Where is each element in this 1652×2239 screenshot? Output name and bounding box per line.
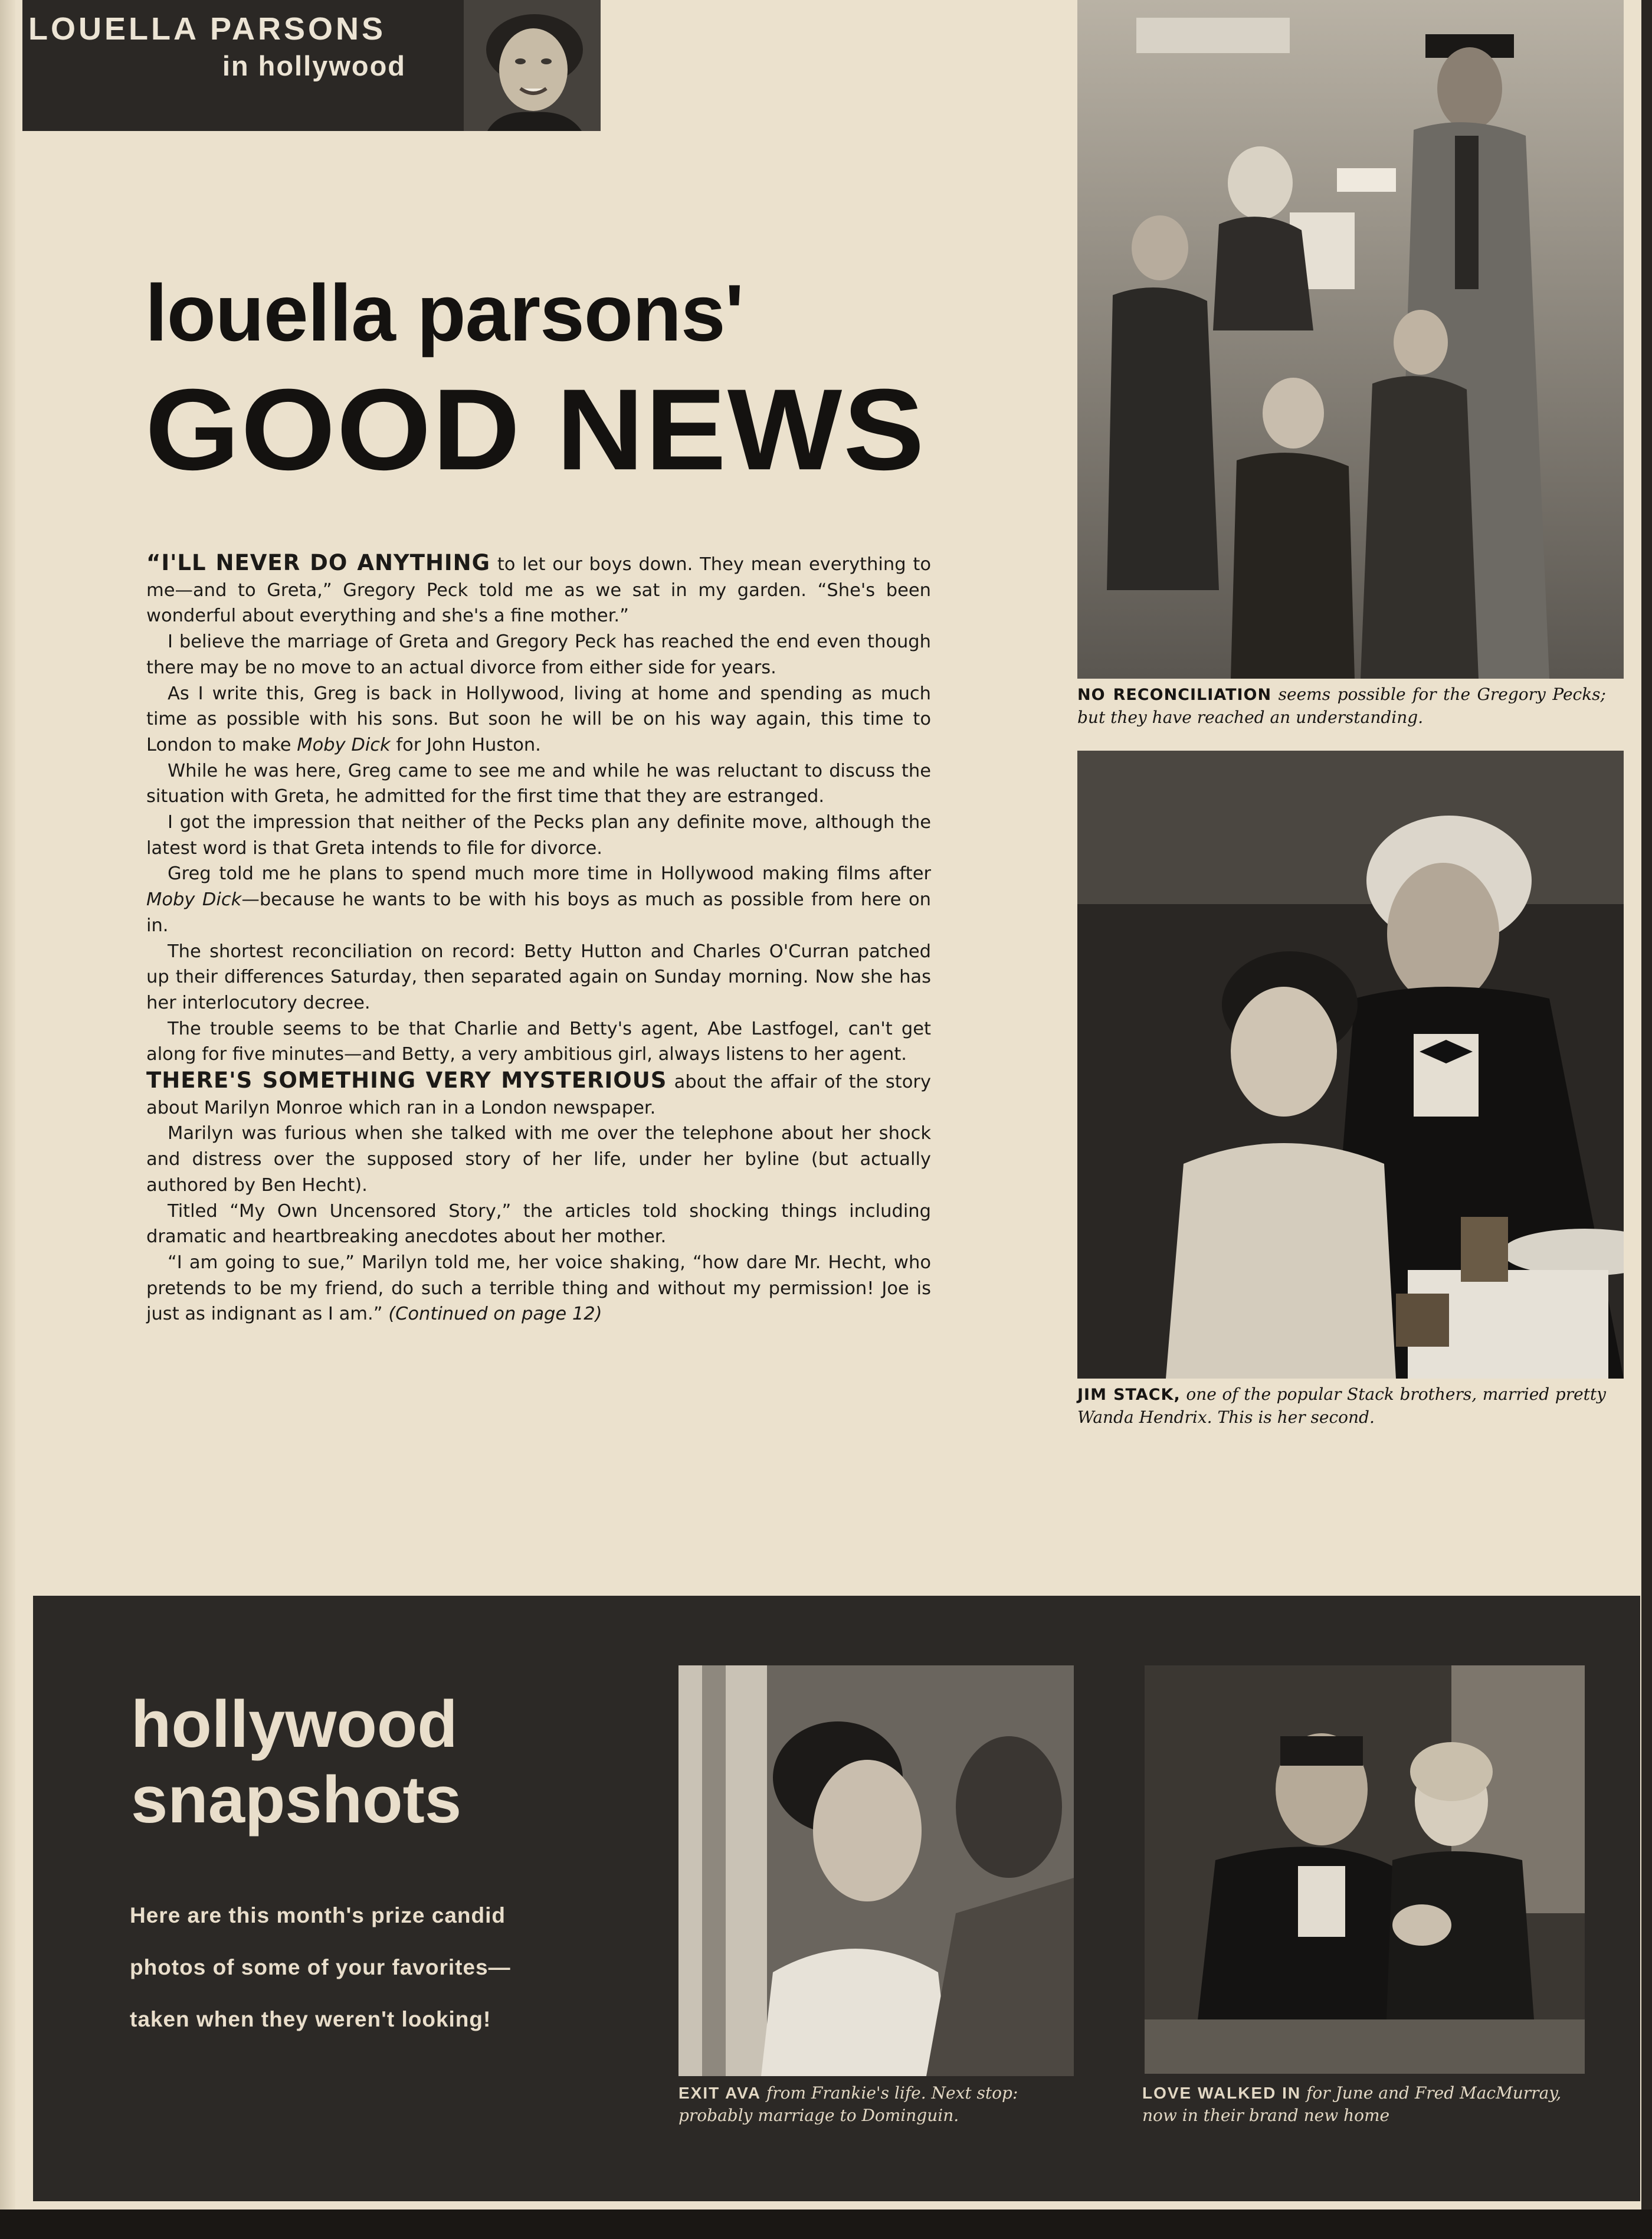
snapshots-title-line1: hollywood bbox=[131, 1687, 458, 1761]
caption-jim-stack bbox=[1077, 1383, 1606, 1429]
caption-lead: JIM STACK, bbox=[1077, 1386, 1181, 1404]
photo-love-walked-in bbox=[1145, 1665, 1585, 2074]
headline-line2: GOOD NEWS bbox=[145, 365, 926, 495]
snapshots-title-line2: snapshots bbox=[131, 1763, 462, 1837]
article-paragraph: Marilyn was furious when she talked with me over the telephone about her shock and distress over the supposed story of her life, under her byline (but actually authored by Ben Hecht). bbox=[146, 1123, 931, 1196]
paragraph-text: Greg told me he plans to spend much more time in Hollywood making films after bbox=[168, 863, 931, 885]
article-paragraph bbox=[146, 1068, 931, 1121]
bottom-edge bbox=[0, 2209, 1652, 2239]
article-paragraph bbox=[146, 861, 931, 938]
continued-note: (Continued on page 12) bbox=[388, 1304, 602, 1325]
lead-phrase: “I'LL NEVER DO ANYTHING bbox=[146, 550, 491, 575]
article-paragraph bbox=[146, 1250, 931, 1327]
article-paragraph: The shortest reconciliation on record: Betty Hutton and Charles O'Curran patched up their differences Saturday, then separated again on Sunday morning. Now she has her interlocutory decree. bbox=[146, 941, 931, 1013]
paragraph-text: about the affair of the story about Marilyn Monroe which ran in a London newspaper. bbox=[146, 1072, 932, 1118]
caption-text: one of the popular Stack brothers, married pretty Wanda Hendrix. This is her second. bbox=[1077, 1384, 1606, 1427]
caption-text: from Frankie's life. Next stop: probably marriage to Dominguin. bbox=[678, 2083, 1018, 2125]
caption-lead: NO RECONCILIATION bbox=[1077, 686, 1272, 704]
article-body bbox=[146, 550, 931, 1327]
paragraph-text: for John Huston. bbox=[390, 734, 541, 755]
photo-jim-stack bbox=[1077, 751, 1624, 1379]
column-name: LOUELLA PARSONS bbox=[28, 11, 386, 47]
headline-line1: louella parsons' bbox=[145, 268, 743, 358]
paragraph-text: “I am going to sue,” Marilyn told me, her voice shaking, “how dare Mr. Hecht, who pretends to be my friend, do such a terrible thing and without my permission! Joe is just as indignant as I am.” bbox=[146, 1252, 931, 1325]
photo-exit-ava bbox=[678, 1665, 1074, 2076]
article-paragraph: I believe the marriage of Greta and Gregory Peck has reached the end even though there may be no move to an actual divorce from either side for years. bbox=[146, 631, 931, 678]
snapshots-title bbox=[131, 1687, 461, 1838]
paragraph-text: —because he wants to be with his boys as much as possible from here on in. bbox=[146, 889, 931, 936]
caption-exit-ava bbox=[678, 2082, 1074, 2127]
article-paragraph: While he was here, Greg came to see me and while he was reluctant to discuss the situation with Greta, he admitted for the first time that they are estranged. bbox=[146, 760, 931, 807]
article-paragraph: The trouble seems to be that Charlie and Betty's agent, Abe Lastfogel, can't get along for five minutes—and Betty, a very ambitious girl, always listens to her agent. bbox=[146, 1018, 931, 1065]
photo-no-reconciliation bbox=[1077, 0, 1624, 679]
movie-title: Moby Dick bbox=[146, 889, 242, 911]
caption-no-reconciliation bbox=[1077, 683, 1606, 729]
caption-lead: LOVE WALKED IN bbox=[1142, 2084, 1302, 2102]
article-paragraph bbox=[146, 550, 931, 629]
movie-title: Moby Dick bbox=[297, 734, 391, 755]
column-subtitle: in hollywood bbox=[222, 50, 406, 81]
article-paragraph bbox=[146, 681, 931, 758]
next-page-edge bbox=[1641, 0, 1652, 2239]
article-paragraph: Titled “My Own Uncensored Story,” the articles told shocking things including dramatic and heartbreaking anecdotes about her mother. bbox=[146, 1200, 931, 1248]
paragraph-text: to let our boys down. They mean everything to me—and to Greta,” Gregory Peck told me as we sat in my garden. “She's been wonderful about everything and she's a fine mother.” bbox=[146, 554, 932, 627]
lead-phrase: THERE'S SOMETHING VERY MYSTERIOUS bbox=[146, 1068, 667, 1094]
page-binding bbox=[0, 0, 15, 2239]
caption-text: for June and Fred MacMurray, now in their brand new home bbox=[1142, 2083, 1562, 2125]
column-header bbox=[22, 0, 601, 131]
snapshots-intro: Here are this month's prize candid photos of some of your favorites—taken when they weren't looking! bbox=[130, 1903, 511, 2031]
paragraph-text: As I write this, Greg is back in Hollywood, living at home and spending as much time as possible with his sons. But soon he will be on his way again, this time to London to make bbox=[146, 683, 931, 755]
article-paragraph: I got the impression that neither of the Pecks plan any definite move, although the latest word is that Greta intends to file for divorce. bbox=[146, 812, 931, 859]
portrait-photo bbox=[464, 0, 601, 131]
caption-lead: EXIT AVA bbox=[678, 2084, 761, 2102]
caption-text: seems possible for the Gregory Pecks; but they have reached an understanding. bbox=[1077, 685, 1606, 727]
caption-love-walked-in bbox=[1142, 2082, 1588, 2127]
